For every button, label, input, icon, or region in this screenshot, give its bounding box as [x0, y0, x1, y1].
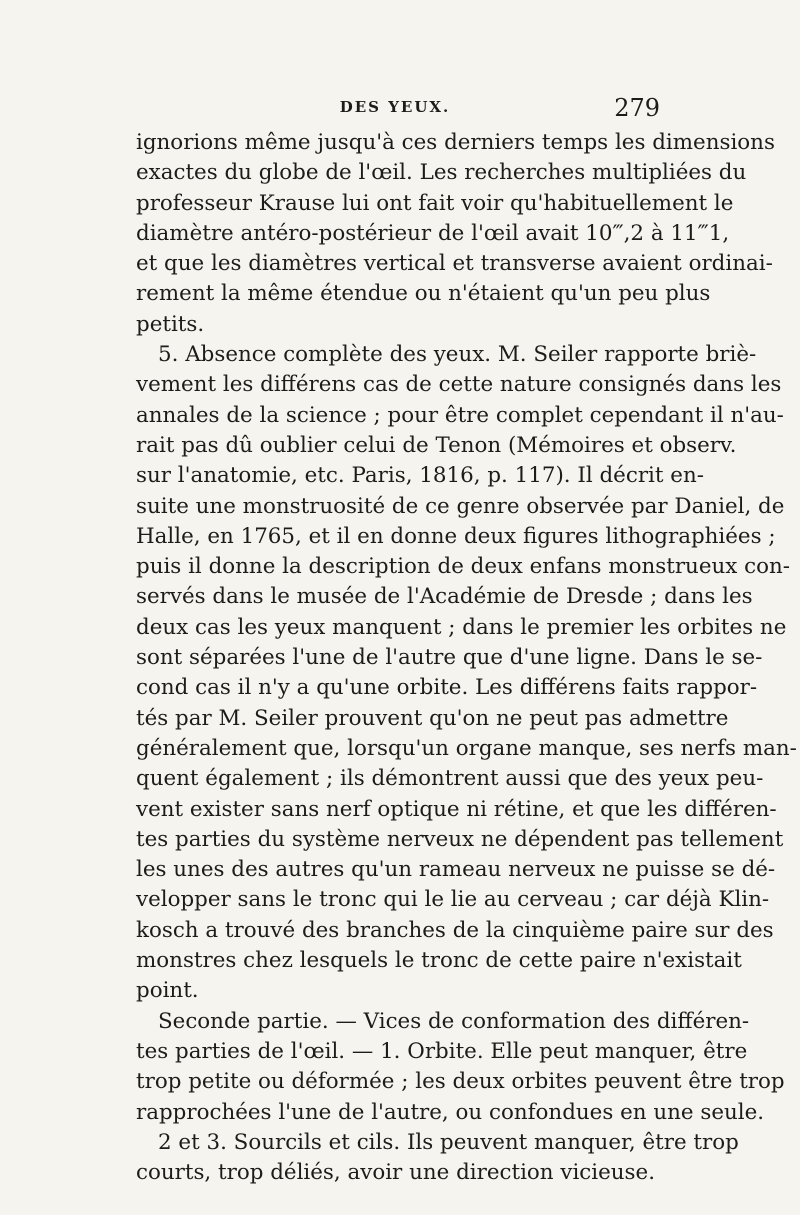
running-head-title: DES YEUX. — [339, 98, 451, 116]
text-line: Halle, en 1765, et il en donne deux figures lithographiées ; — [136, 523, 776, 549]
text-line: vement les différens cas de cette nature consignés dans les — [136, 372, 782, 398]
text-line: trop petite ou déformée ; les deux orbites peuvent être trop — [136, 1069, 785, 1095]
body-text — [136, 128, 797, 1188]
text-line: puis il donne la description de deux enfans monstrueux con- — [136, 554, 790, 580]
text-line: généralement que, lorsqu'un organe manque, ses nerfs man- — [136, 735, 797, 761]
text-line: professeur Krause lui ont fait voir qu'habituellement le — [136, 190, 734, 216]
text-line: tes parties du système nerveux ne dépendent pas tellement — [136, 826, 784, 852]
text-line: tés par M. Seiler prouvent qu'on ne peut pas admettre — [136, 705, 729, 731]
text-line: suite une monstruosité de ce genre observée par Daniel, de — [136, 493, 785, 519]
running-head — [130, 94, 660, 124]
text-line: cond cas il n'y a qu'une orbite. Les différens faits rappor- — [136, 675, 758, 701]
text-line: monstres chez lesquels le tronc de cette paire n'existait — [136, 948, 742, 974]
text-line: sur l'anatomie, etc. Paris, 1816, p. 117). Il décrit en- — [136, 463, 704, 489]
text-line: point. — [136, 978, 199, 1004]
text-line: courts, trop déliés, avoir une direction vicieuse. — [136, 1160, 655, 1186]
text-line: quent également ; ils démontrent aussi que des yeux peu- — [136, 766, 764, 792]
text-line: 5. Absence complète des yeux. M. Seiler rapporte briè- — [158, 342, 757, 368]
page-number: 279 — [614, 94, 660, 122]
text-line: vent exister sans nerf optique ni rétine, et que les différen- — [136, 796, 777, 822]
text-line: servés dans le musée de l'Académie de Dresde ; dans les — [136, 584, 753, 610]
text-line: les unes des autres qu'un rameau nerveux ne puisse se dé- — [136, 857, 776, 883]
text-line: diamètre antéro-postérieur de l'œil avait 10‴,2 à 11‴1, — [136, 220, 730, 246]
text-line: velopper sans le tronc qui le lie au cerveau ; car déjà Klin- — [136, 887, 770, 913]
text-line: 2 et 3. Sourcils et cils. Ils peuvent manquer, être trop — [158, 1129, 739, 1155]
text-line: kosch a trouvé des branches de la cinquième paire sur des — [136, 917, 774, 943]
text-line: ignorions même jusqu'à ces derniers temps les dimensions — [136, 130, 775, 155]
text-line: sont séparées l'une de l'autre que d'une ligne. Dans le se- — [136, 645, 763, 671]
text-line: et que les diamètres vertical et transverse avaient ordinai- — [136, 251, 773, 277]
text-line: tes parties de l'œil. — 1. Orbite. Elle peut manquer, être — [136, 1038, 748, 1064]
text-line: exactes du globe de l'œil. Les recherches multipliées du — [136, 160, 747, 186]
text-line: petits. — [136, 311, 205, 337]
text-line: Seconde partie. — Vices de conformation des différen- — [158, 1008, 750, 1034]
text-line: deux cas les yeux manquent ; dans le premier les orbites ne — [136, 614, 787, 640]
text-line: annales de la science ; pour être complet cependant il n'au- — [136, 402, 784, 428]
text-line: rait pas dû oublier celui de Tenon (Mémoires et observ. — [136, 432, 737, 458]
text-line: rapprochées l'une de l'autre, ou confondues en une seule. — [136, 1099, 765, 1125]
text-line: rement la même étendue ou n'étaient qu'un peu plus — [136, 281, 711, 307]
